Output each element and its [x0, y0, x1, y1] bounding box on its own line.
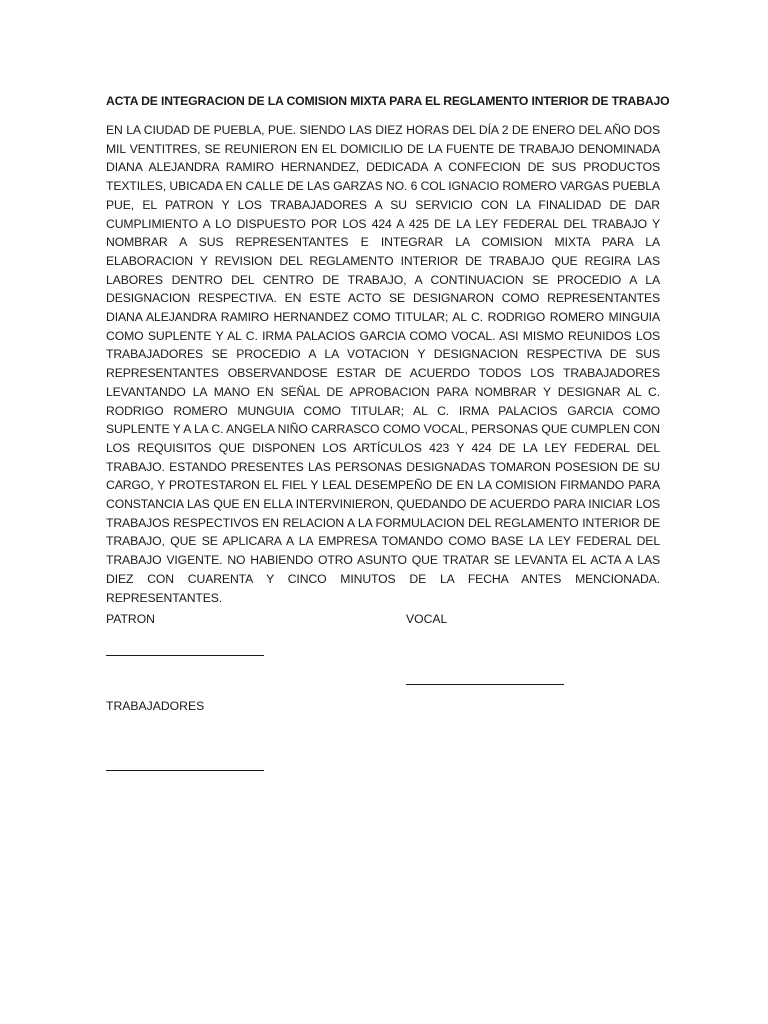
signature-label-patron: PATRON: [106, 612, 155, 626]
signature-line-vocal: [406, 684, 564, 685]
signature-label-trabajadores: TRABAJADORES: [106, 699, 205, 713]
signature-line-trabajadores: [106, 770, 264, 771]
signature-line-patron: [106, 655, 264, 656]
signature-label-vocal: VOCAL: [406, 612, 448, 626]
document-title: ACTA DE INTEGRACION DE LA COMISION MIXTA PARA EL REGLAMENTO INTERIOR DE TRABAJO: [106, 94, 670, 108]
document-body: EN LA CIUDAD DE PUEBLA, PUE. SIENDO LAS DIEZ HORAS DEL DÍA 2 DE ENERO DEL AÑO DOS MIL VENTITRES, SE REUNIERON EN EL DOMICILIO DE LA FUENTE DE TRABAJO DENOMINADA DIANA ALEJANDRA RAMIRO HERNANDEZ, DEDICADA A CONFECION DE SUS PRODUCTOS TEXTILES, UBICADA EN CALLE DE LAS GARZAS NO. 6 COL IGNACIO ROMERO VARGAS PUEBLA PUE, EL PATRON Y LOS TRABAJADORES A SU SERVICIO CON LA FINALIDAD DE DAR CUMPLIMIENTO A LO DISPUESTO POR LOS 424 A 425 DE LA LEY FEDERAL DEL TRABAJO Y NOMBRAR A SUS REPRESENTANTES E INTEGRAR LA COMISION MIXTA PARA LA ELABORACION Y REVISION DEL REGLAMENTO INTERIOR DE TRABAJO QUE REGIRA LAS LABORES DENTRO DEL CENTRO DE TRABAJO, A CONTINUACION SE PROCEDIO A LA DESIGNACION RESPECTIVA. EN ESTE ACTO SE DESIGNARON COMO REPRESENTANTES DIANA ALEJANDRA RAMIRO HERNANDEZ COMO TITULAR; AL C. RODRIGO ROMERO MINGUIA COMO SUPLENTE Y AL C. IRMA PALACIOS GARCIA COMO VOCAL. ASI MISMO REUNIDOS LOS TRABAJADORES SE PROCEDIO A LA VOTACION Y DESIGNACION RESPECTIVA DE SUS REPRESENTANTES OBSERVANDOSE ESTAR DE ACUERDO TODOS LOS TRABAJADORES LEVANTANDO LA MANO EN SEÑAL DE APROBACION PARA NOMBRAR Y DESIGNAR AL C. RODRIGO ROMERO MUNGUIA COMO TITULAR; AL C. IRMA PALACIOS GARCIA COMO SUPLENTE Y A LA C. ANGELA NIÑO CARRASCO COMO VOCAL, PERSONAS QUE CUMPLEN CON LOS REQUISITOS QUE DISPONEN LOS ARTÍCULOS 423 Y 424 DE LA LEY FEDERAL DEL TRABAJO. ESTANDO PRESENTES LAS PERSONAS DESIGNADAS TOMARON POSESION DE SU CARGO, Y PROTESTARON EL FIEL Y LEAL DESEMPEÑO DE EN LA COMISION FIRMANDO PARA CONSTANCIA LAS QUE EN ELLA INTERVINIERON, QUEDANDO DE ACUERDO PARA INICIAR LOS TRABAJOS RESPECTIVOS EN RELACION A LA FORMULACION DEL REGLAMENTO INTERIOR DE TRABAJO, QUE SE APLICARA A LA EMPRESA TOMANDO COMO BASE LA LEY FEDERAL DEL TRABAJO VIGENTE. NO HABIENDO OTRO ASUNTO QUE TRATAR SE LEVANTA EL ACTA A LAS DIEZ CON CUARENTA Y CINCO MINUTOS DE LA FECHA ANTES MENCIONADA. REPRESENTANTES.: [106, 123, 660, 605]
